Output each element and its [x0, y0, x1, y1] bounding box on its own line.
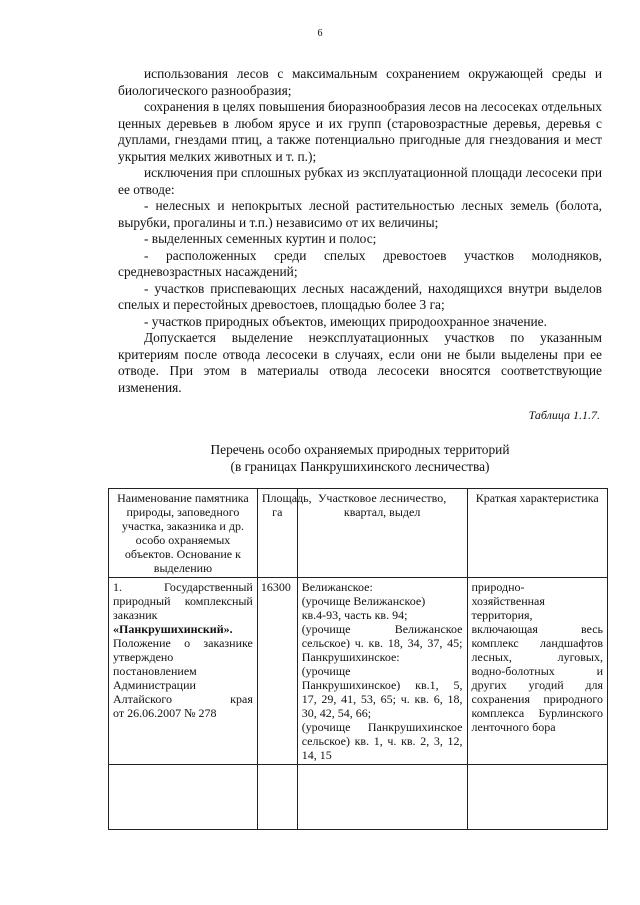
table-title-line: Перечень особо охраняемых природных территорий [210, 442, 510, 457]
description-line: природно- [471, 580, 525, 594]
header-name: Наименование памятника природы, заповедного участка, заказника и др. особо охраняемых объектов. Основание к выделению [109, 489, 258, 578]
forestry-line: (урочище [301, 664, 351, 678]
forestry-line: 14, 15 [301, 748, 332, 762]
forestry-line: 30, 42, 54, 66; [301, 706, 372, 720]
header-description: Краткая характеристика [467, 489, 608, 578]
cell-empty [467, 765, 608, 830]
table-row [109, 578, 608, 765]
cell-empty [109, 765, 258, 830]
cell-forestry [297, 578, 467, 765]
forestry-line: (урочище Велижанское [301, 622, 463, 636]
forestry-line: сельское) ч. кв. 18, 34, 37, 45; [301, 636, 463, 650]
cell-empty [297, 765, 467, 830]
description-line: комплекса Бурлинского [471, 706, 603, 720]
table-header-row [109, 489, 608, 578]
header-forestry: Участковое лесничество, квартал, выдел [297, 489, 467, 578]
cell-area: 16300 [257, 578, 297, 765]
cell-description [467, 578, 608, 765]
forestry-line: кв.4-93, часть кв. 94; [301, 608, 408, 622]
name-line: постановлением [113, 664, 197, 678]
forestry-line: Велижанское: [301, 580, 373, 594]
paragraph: - участков приспевающих лесных насаждений, находящихся внутри выделов спелых и перестойных древостоев, площадью более 3 га; [118, 280, 602, 312]
description-line: водно-болотных и [471, 664, 603, 678]
name-line: заказник [113, 608, 158, 622]
paragraph: - расположенных среди спелых древостоев участков молодняков, средневозрастных насаждений; [118, 247, 602, 279]
description-line: лесных, луговых, [471, 650, 603, 664]
forestry-line: Панкрушихинское) кв.1, 5, [301, 678, 463, 692]
paragraph: использования лесов с максимальным сохранением окружающей среды и биологического разнообразия; [118, 66, 602, 98]
description-line: территория, [471, 608, 533, 622]
table-label: Таблица 1.1.7. [528, 408, 600, 422]
table-title-line: (в границах Панкрушихинского лесничества) [230, 459, 490, 474]
description-line: других угодий для [471, 678, 603, 692]
name-line: от 26.06.2007 № 278 [113, 706, 217, 720]
description-line: ленточного бора [471, 720, 556, 734]
paragraph: сохранения в целях повышения биоразнообразия лесов на лесосеках отдельных ценных деревьев в любом ярусе и их групп (старовозрастные деревья, деревья с дуплами, гнездами птиц, а также потенциально пригодные для гнездования и мест укрытия мелких животных и т. п.); [118, 99, 602, 164]
description-line: комплекс ландшафтов [471, 636, 603, 650]
paragraph: Допускается выделение неэксплуатационных участков по указанным критериям после отвода лесосеки в случаях, если они не были выделены при ее отводе. При этом в материалы отвода лесосеки вносятся соответствующие изменения. [118, 330, 602, 395]
name-line: 1. Государственный [113, 580, 253, 594]
paragraph: - нелесных и непокрытых лесной растительностью лесных земель (болота, вырубки, прогалины и т.п.) независимо от их величины; [118, 198, 602, 230]
name-line: Положение о заказнике [113, 636, 253, 650]
paragraph: - выделенных семенных куртин и полос; [144, 231, 377, 246]
name-line: Администрации [113, 678, 196, 692]
forestry-line: Панкрушихинское: [301, 650, 400, 664]
header-area: Площадь, га [257, 489, 297, 578]
paragraph: исключения при сплошных рубках из эксплуатационной площади лесосеки при ее отводе: [118, 165, 602, 197]
body-text [118, 66, 602, 396]
forestry-line: (урочище Велижанское) [301, 594, 426, 608]
reserve-name: «Панкрушихинский». [113, 622, 233, 636]
forestry-line: сельское) кв. 1, ч. кв. 2, 3, 12, [301, 734, 463, 748]
table-title [118, 441, 602, 475]
page-number: 6 [317, 28, 323, 39]
name-line: утверждено [113, 650, 174, 664]
description-line: включающая весь [471, 622, 603, 636]
name-line: природный комплексный [113, 594, 253, 608]
table-empty-row [109, 765, 608, 830]
forestry-line: 17, 29, 41, 53, 65; ч. кв. 6, 18, [301, 692, 463, 706]
paragraph: - участков природных объектов, имеющих природоохранное значение. [144, 313, 547, 329]
protected-areas-table [108, 488, 608, 830]
cell-name [109, 578, 258, 765]
description-line: хозяйственная [471, 594, 545, 608]
description-line: сохранения природного [471, 692, 603, 706]
forestry-line: (урочище Панкрушихинское [301, 720, 463, 734]
cell-empty [257, 765, 297, 830]
name-line: Алтайского края [113, 692, 253, 706]
